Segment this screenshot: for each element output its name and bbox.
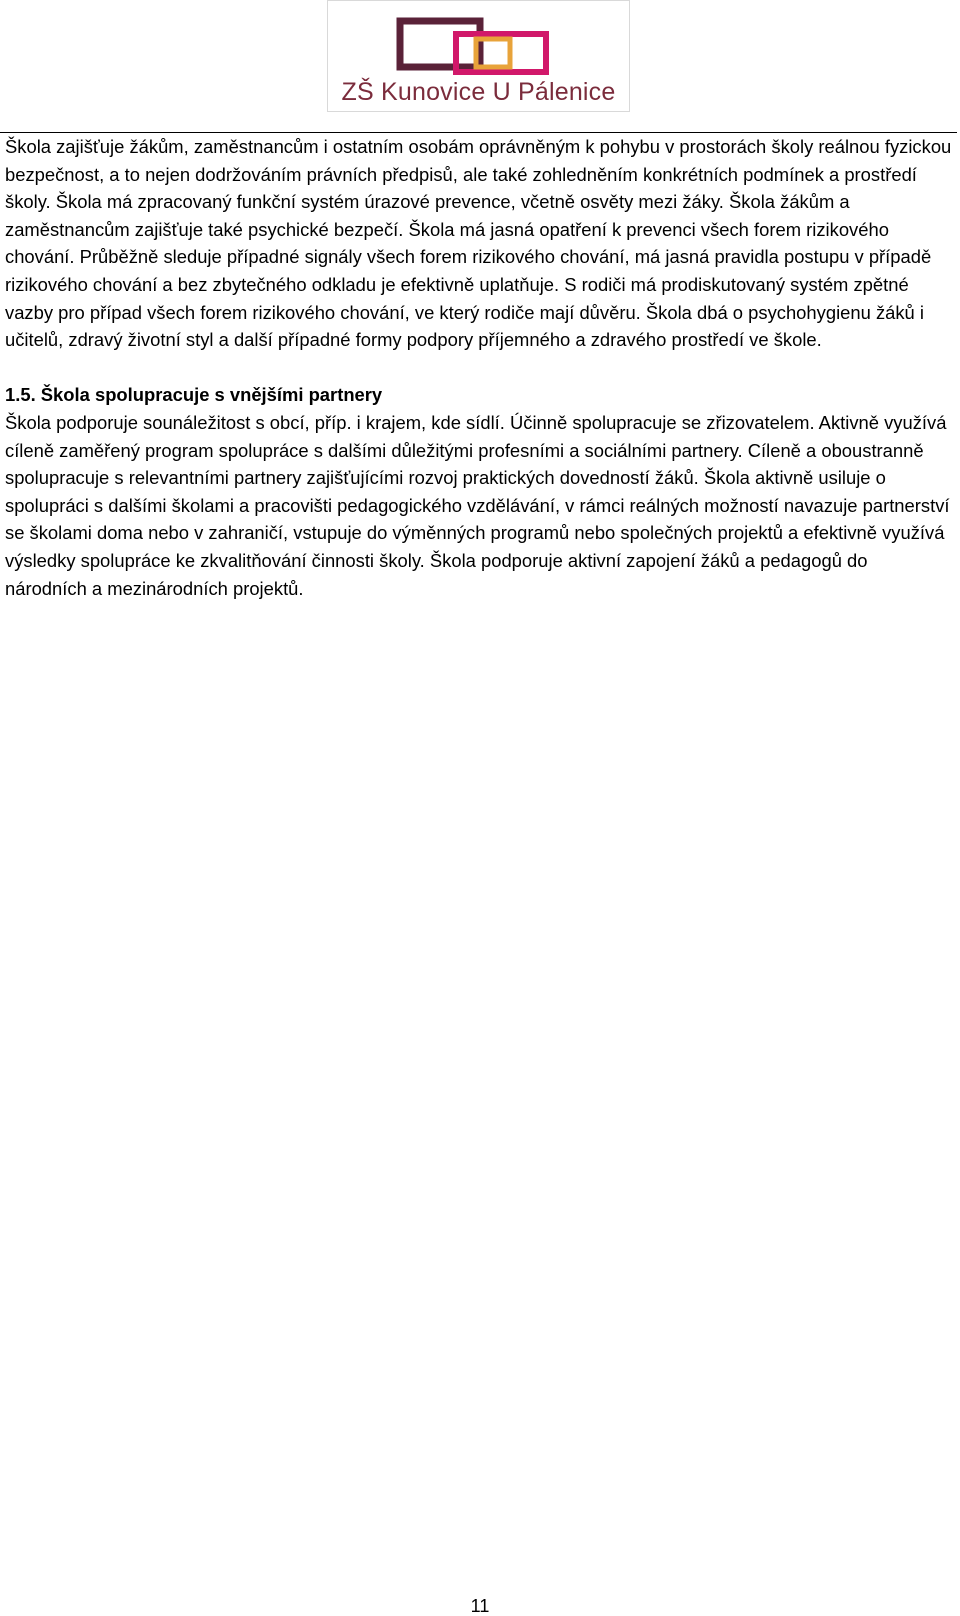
page-number: 11 [470,1596,490,1616]
safety-paragraph: Škola zajišťuje žákům, zaměstnancům i ostatním osobám oprávněným k pohybu v prostorách školy reálnou fyzickou bezpečnost, a to nejen dodržováním právních předpisů, ale také zohledněním konkrétních podmínek a prostředí školy. Škola má zpracovaný funkční systém úrazové prevence, včetně osvěty mezi žáky. Škola žákům a zaměstnancům zajišťuje také psychické bezpečí. Škola má jasná opatření k prevenci všech forem rizikového chování. Průběžně sleduje případné signály všech forem rizikového chování, má jasná pravidla postupu v případě rizikového chování a bez zbytečného odkladu je efektivně uplatňuje. S rodiči má prodiskutovaný systém zpětné vazby pro případ všech forem rizikového chování, ve který rodiče mají důvěru. Škola dbá o psychohygienu žáků i učitelů, zdravý životní styl a další případné formy podpory příjemného a zdravého prostředí ve škole. [5,136,952,351]
logo-text: ZŠ Kunovice U Pálenice [341,78,616,106]
school-logo [327,0,630,112]
document-body [5,133,953,602]
section-heading [5,381,953,409]
partners-paragraph: Škola podporuje sounáležitost s obcí, příp. i krajem, kde sídlí. Účinně spolupracuje se zřizovatelem. Aktivně využívá cíleně zaměřený program spolupráce s dalšími důležitými profesními a sociálními partnery. Cíleně a oboustranně spolupracuje s relevantními partnery zajišťujícími rozvoj praktických dovedností žáků. Škola aktivně usiluje o spolupráci s dalšími školami a pracovišti pedagogického vzdělávání, v rámci reálných možností navazuje partnerství se školami doma nebo v zahraničí, vstupuje do výměnných programů nebo společných projektů a efektivně využívá výsledky spolupráce ke zkvalitňování činnosti školy. Škola podporuje aktivní zapojení žáků a pedagogů do národních a mezinárodních projektů. [5,411,950,599]
logo-dark-frame [400,21,480,67]
section-heading-text: 1.5. Škola spolupracuje s vnějšími partnery [5,384,383,406]
